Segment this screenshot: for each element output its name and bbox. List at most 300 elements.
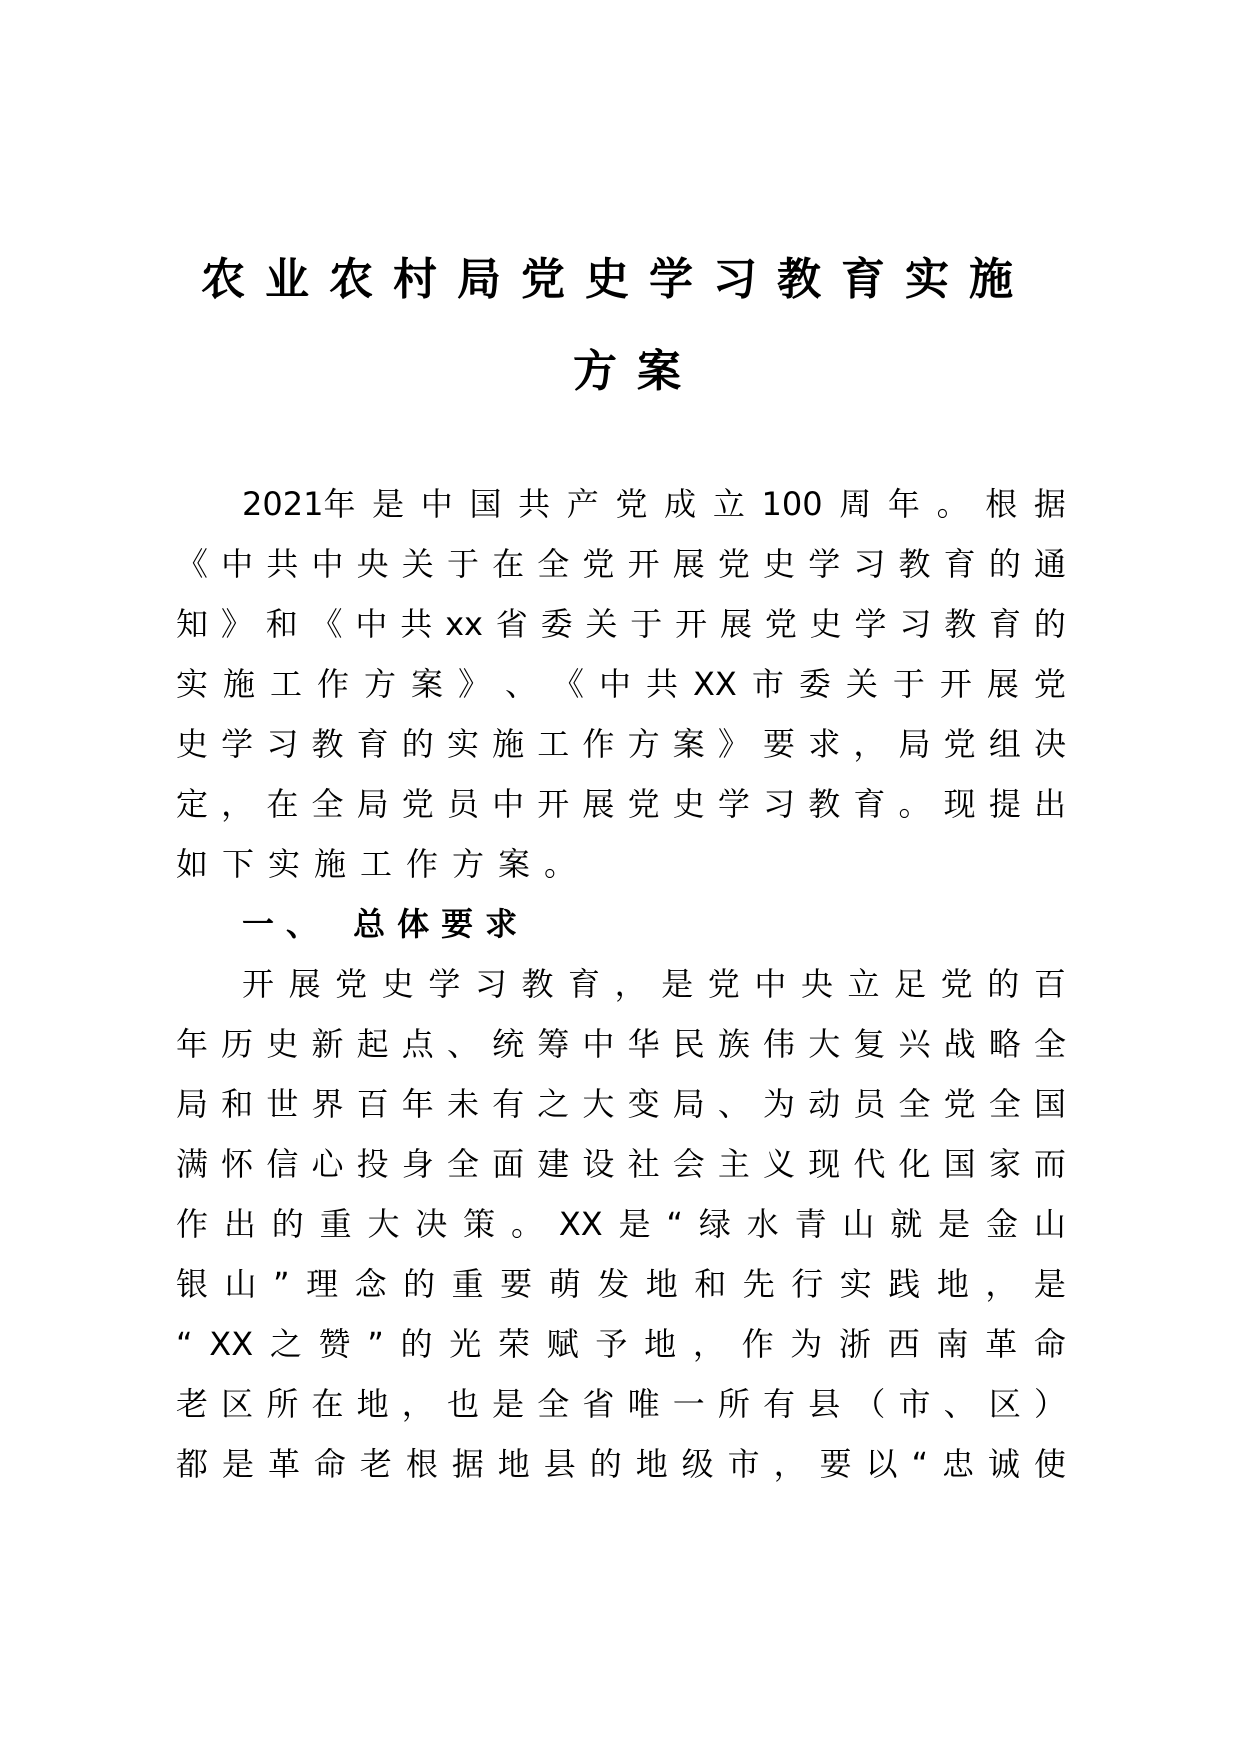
text-token: 之 <box>269 1325 302 1363</box>
text-token: 大 <box>582 1085 615 1123</box>
text-token: 民 <box>672 1025 705 1063</box>
text-token: 习 <box>899 605 932 643</box>
text-token: 方 <box>364 665 397 703</box>
text-token: 、 <box>943 1385 976 1423</box>
text-token: 使 <box>1033 1445 1066 1483</box>
text-token: 学 <box>808 545 841 583</box>
text-token: 全 <box>898 1085 931 1123</box>
text-token: 教 <box>898 545 931 583</box>
text-token: 教 <box>944 605 977 643</box>
text-token: ， <box>773 1445 806 1483</box>
intro-paragraph-line <box>176 664 1066 704</box>
text-token: 100 <box>761 485 823 523</box>
text-token: 县 <box>543 1445 576 1483</box>
text-token: 实 <box>176 665 209 703</box>
text-token: 央 <box>356 545 389 583</box>
text-token: 革 <box>267 1445 300 1483</box>
text-token: 开 <box>939 665 972 703</box>
intro-paragraph-line <box>176 544 1066 584</box>
text-token: 百 <box>356 1085 389 1123</box>
text-token: 开 <box>675 605 708 643</box>
text-token: 大 <box>367 1205 400 1243</box>
text-token: 员 <box>446 785 479 823</box>
text-token: 产 <box>566 485 599 523</box>
text-token: 心 <box>311 1145 344 1183</box>
text-token: ， <box>401 1385 434 1423</box>
text-token: 党 <box>1033 665 1066 703</box>
text-token: 是 <box>618 1205 651 1243</box>
text-token: 育 <box>989 605 1022 643</box>
text-token: 要 <box>500 1265 533 1303</box>
text-token: 中 <box>221 545 254 583</box>
document-title-line-1: 农业农村局党史学习教育实施 <box>201 254 1033 305</box>
text-token: ， <box>221 785 254 823</box>
text-token: 党 <box>764 605 797 643</box>
text-token: 地 <box>635 1445 668 1483</box>
text-token: 略 <box>988 1025 1021 1063</box>
text-token: 关 <box>845 665 878 703</box>
text-token: 伟 <box>763 1025 796 1063</box>
text-token: 通 <box>1033 545 1066 583</box>
text-token: 地 <box>936 1265 969 1303</box>
text-token: 史 <box>266 1025 299 1063</box>
text-token: 全 <box>537 545 570 583</box>
text-token: 山 <box>224 1265 257 1303</box>
text-token: 就 <box>890 1205 923 1243</box>
text-token: 大 <box>808 1025 841 1063</box>
text-token: 局 <box>898 725 931 763</box>
text-token: 教 <box>808 785 841 823</box>
text-token: 赋 <box>546 1325 579 1363</box>
text-token: 立 <box>847 965 880 1003</box>
text-token: 的 <box>987 965 1020 1003</box>
text-token: 青 <box>794 1205 827 1243</box>
text-token: 党 <box>943 1085 976 1123</box>
text-token: 工 <box>537 725 570 763</box>
text-token: 变 <box>627 1085 660 1123</box>
text-token: 育 <box>356 725 389 763</box>
text-token: 周 <box>839 485 872 523</box>
text-token: 》 <box>458 665 491 703</box>
text-token: 区 <box>988 1385 1021 1423</box>
text-token: 为 <box>790 1325 823 1363</box>
text-token: 国 <box>469 485 502 523</box>
text-token: 有 <box>763 1385 796 1423</box>
text-token: 投 <box>356 1145 389 1183</box>
text-token: 决 <box>1033 725 1066 763</box>
text-token: 现 <box>808 1145 841 1183</box>
text-token: 的 <box>400 1325 433 1363</box>
intro-paragraph-line <box>176 724 1066 764</box>
text-token: 于 <box>446 545 479 583</box>
text-token: XX <box>558 1205 603 1243</box>
text-token: ” <box>367 1325 384 1363</box>
text-token: “ <box>911 1445 929 1483</box>
text-token: 统 <box>492 1025 525 1063</box>
text-token: 诚 <box>988 1445 1021 1483</box>
text-token: 开 <box>537 785 570 823</box>
text-token: 的 <box>988 545 1021 583</box>
text-token: 知 <box>176 605 209 643</box>
text-token: 义 <box>763 1145 796 1183</box>
section-paragraph-line <box>176 1324 1066 1364</box>
text-token: 也 <box>446 1385 479 1423</box>
text-token: 党 <box>707 965 740 1003</box>
text-token: 教 <box>311 725 344 763</box>
text-token: 中 <box>582 1025 615 1063</box>
text-token: 展 <box>986 665 1019 703</box>
text-token: 根 <box>985 485 1018 523</box>
text-token: 习 <box>474 965 507 1003</box>
text-token: 育 <box>568 965 601 1003</box>
text-token: 绿 <box>698 1205 731 1243</box>
text-token: XX <box>693 665 737 703</box>
text-token: 党 <box>615 485 648 523</box>
text-token: 共 <box>400 605 433 643</box>
text-token: 。 <box>898 785 931 823</box>
text-token: 兴 <box>898 1025 931 1063</box>
text-token: 习 <box>763 785 796 823</box>
text-token: 委 <box>798 665 831 703</box>
text-token: 组 <box>988 725 1021 763</box>
text-token: 予 <box>595 1325 628 1363</box>
text-token: 的 <box>271 1205 304 1243</box>
text-token: 党 <box>627 785 660 823</box>
text-token: 开 <box>627 545 660 583</box>
text-token: “ <box>176 1325 193 1363</box>
text-token: 光 <box>449 1325 482 1363</box>
text-token: 关 <box>585 605 618 643</box>
text-token: 新 <box>311 1025 344 1063</box>
text-token: 唯 <box>627 1385 660 1423</box>
text-token: 筹 <box>537 1025 570 1063</box>
text-token: 一 <box>672 1385 705 1423</box>
text-token: 县 <box>808 1385 841 1423</box>
text-token: 史 <box>381 965 414 1003</box>
text-token: 出 <box>223 1205 256 1243</box>
text-token: 全 <box>1033 1025 1066 1063</box>
text-token: 社 <box>627 1145 660 1183</box>
text-token: ） <box>1033 1385 1066 1423</box>
intro-paragraph-line <box>176 604 1066 644</box>
text-token: 起 <box>356 1025 389 1063</box>
section-paragraph-line <box>176 1444 1066 1484</box>
section-paragraph-line <box>242 964 1066 1004</box>
text-token: 市 <box>751 665 784 703</box>
text-token: 世 <box>266 1085 299 1123</box>
text-token: 萌 <box>548 1265 581 1303</box>
text-token: 立 <box>712 485 745 523</box>
text-token: 都 <box>176 1445 209 1483</box>
text-token: 是 <box>372 485 405 523</box>
text-token: 命 <box>313 1445 346 1483</box>
text-token: 的 <box>401 725 434 763</box>
text-token: 国 <box>943 1145 976 1183</box>
text-token: 实 <box>839 1265 872 1303</box>
text-token: 局 <box>672 1085 705 1123</box>
text-token: 老 <box>359 1445 392 1483</box>
text-token: 设 <box>582 1145 615 1183</box>
text-token: 关 <box>401 545 434 583</box>
text-token: 中 <box>492 785 525 823</box>
intro-paragraph-line <box>242 484 1066 524</box>
text-token: 共 <box>266 545 299 583</box>
text-token: 满 <box>176 1145 209 1183</box>
text-token: 行 <box>791 1265 824 1303</box>
text-token: 学 <box>717 785 750 823</box>
text-token: 是 <box>938 1205 971 1243</box>
section-paragraph-line <box>176 1204 1066 1244</box>
text-token: 委 <box>540 605 573 643</box>
text-token: ” <box>273 1265 290 1303</box>
text-token: 理 <box>306 1265 339 1303</box>
text-token: ， <box>985 1265 1018 1303</box>
text-token: 展 <box>288 965 321 1003</box>
text-token: 、 <box>446 1025 479 1063</box>
text-token: 市 <box>898 1385 931 1423</box>
text-token: 出 <box>1033 785 1066 823</box>
text-token: 信 <box>266 1145 299 1183</box>
text-token: 学 <box>428 965 461 1003</box>
text-token: 中 <box>599 665 632 703</box>
text-token: 、 <box>505 665 538 703</box>
text-token: 所 <box>266 1385 299 1423</box>
intro-paragraph-line <box>176 784 1066 824</box>
text-token: 教 <box>521 965 554 1003</box>
text-token: 、 <box>717 1085 750 1123</box>
text-token: 习 <box>266 725 299 763</box>
text-token: 在 <box>492 545 525 583</box>
text-token: 年 <box>176 1025 209 1063</box>
text-token: 复 <box>853 1025 886 1063</box>
text-token: 南 <box>936 1325 969 1363</box>
text-token: 学 <box>854 605 887 643</box>
text-token: 党 <box>940 965 973 1003</box>
text-token: 年 <box>401 1085 434 1123</box>
text-token: 的 <box>403 1265 436 1303</box>
text-token: 开 <box>242 965 275 1003</box>
text-token: 银 <box>176 1265 209 1303</box>
text-token: 西 <box>887 1325 920 1363</box>
text-token: 国 <box>1033 1085 1066 1123</box>
text-token: 省 <box>495 605 528 643</box>
text-token: 求 <box>808 725 841 763</box>
text-token: 以 <box>865 1445 898 1483</box>
text-token: （ <box>853 1385 886 1423</box>
text-token: 族 <box>717 1025 750 1063</box>
text-token: 育 <box>853 785 886 823</box>
text-token: 全 <box>537 1385 570 1423</box>
intro-paragraph-line: 如下实施工作方案。 <box>176 845 591 883</box>
text-token: 展 <box>582 785 615 823</box>
text-token: 年 <box>887 485 920 523</box>
text-token: 党 <box>401 785 434 823</box>
text-token: 作 <box>741 1325 774 1363</box>
text-token: 史 <box>809 605 842 643</box>
text-token: 策 <box>463 1205 496 1243</box>
text-token: 地 <box>645 1265 678 1303</box>
text-token: 化 <box>898 1145 931 1183</box>
text-token: 华 <box>627 1025 660 1063</box>
text-token: 展 <box>672 545 705 583</box>
text-token: 。 <box>936 485 969 523</box>
text-token: 金 <box>986 1205 1019 1243</box>
text-token: 史 <box>763 545 796 583</box>
text-token: 水 <box>746 1205 779 1243</box>
text-token: 决 <box>415 1205 448 1243</box>
text-token: 念 <box>354 1265 387 1303</box>
text-token: 浙 <box>839 1325 872 1363</box>
text-token: 党 <box>335 965 368 1003</box>
text-token: 实 <box>446 725 479 763</box>
text-token: 全 <box>988 1085 1021 1123</box>
section-paragraph-line <box>176 1084 1066 1124</box>
text-token: 中 <box>754 965 787 1003</box>
text-token: 局 <box>356 785 389 823</box>
text-token: 怀 <box>221 1145 254 1183</box>
section-paragraph-line <box>176 1144 1066 1184</box>
text-token: 案 <box>411 665 444 703</box>
section-paragraph-line <box>176 1264 1066 1304</box>
text-token: 于 <box>630 605 663 643</box>
text-token: 战 <box>943 1025 976 1063</box>
text-token: 是 <box>492 1385 525 1423</box>
text-token: 的 <box>589 1445 622 1483</box>
text-token: 《 <box>552 665 585 703</box>
text-token: 施 <box>492 725 525 763</box>
text-token: 史 <box>672 785 705 823</box>
text-token: 和 <box>221 1085 254 1123</box>
text-token: 》 <box>220 605 253 643</box>
text-token: 。 <box>511 1205 544 1243</box>
text-token: 革 <box>985 1325 1018 1363</box>
text-token: 党 <box>582 545 615 583</box>
text-token: ， <box>614 965 647 1003</box>
text-token: 百 <box>1033 965 1066 1003</box>
text-token: 荣 <box>497 1325 530 1363</box>
text-token: 《 <box>310 605 343 643</box>
text-token: 中 <box>420 485 453 523</box>
text-token: 在 <box>311 1385 344 1423</box>
text-token: 是 <box>1033 1265 1066 1303</box>
text-token: 史 <box>176 725 209 763</box>
text-token: 是 <box>661 965 694 1003</box>
text-token: 全 <box>446 1145 479 1183</box>
document-title-line-2: 方案 <box>573 346 701 397</box>
text-token: 所 <box>717 1385 750 1423</box>
text-token: 中 <box>311 545 344 583</box>
text-token: 有 <box>492 1085 525 1123</box>
text-token: 区 <box>221 1385 254 1423</box>
text-token: 党 <box>943 725 976 763</box>
text-token: 之 <box>537 1085 570 1123</box>
text-token: 要 <box>763 725 796 763</box>
text-token: 重 <box>451 1265 484 1303</box>
text-token: 主 <box>717 1145 750 1183</box>
text-token: XX <box>209 1325 254 1363</box>
text-token: 作 <box>176 1205 209 1243</box>
text-token: 的 <box>1033 605 1066 643</box>
text-token: 历 <box>221 1025 254 1063</box>
text-token: 要 <box>819 1445 852 1483</box>
text-token: “ <box>666 1205 683 1243</box>
text-token: 育 <box>943 545 976 583</box>
text-token: ， <box>853 725 886 763</box>
text-token: 而 <box>1033 1145 1066 1183</box>
text-token: 方 <box>627 725 660 763</box>
text-token: 动 <box>808 1085 841 1123</box>
text-token: 点 <box>401 1025 434 1063</box>
text-token: 现 <box>943 785 976 823</box>
text-token: 施 <box>223 665 256 703</box>
section-heading: 一、 总体要求 <box>242 905 530 943</box>
text-token: 级 <box>681 1445 714 1483</box>
text-token: 《 <box>176 545 209 583</box>
text-token: 共 <box>518 485 551 523</box>
text-token: 员 <box>853 1085 886 1123</box>
text-token: ， <box>692 1325 725 1363</box>
text-token: 习 <box>853 545 886 583</box>
text-token: 和 <box>694 1265 727 1303</box>
text-token: 地 <box>497 1445 530 1483</box>
text-token: 根 <box>405 1445 438 1483</box>
text-token: 家 <box>988 1145 1021 1183</box>
text-token: 工 <box>270 665 303 703</box>
text-token: 山 <box>842 1205 875 1243</box>
text-token: 足 <box>894 965 927 1003</box>
text-token: 代 <box>853 1145 886 1183</box>
text-token: 在 <box>266 785 299 823</box>
text-token: 党 <box>717 545 750 583</box>
text-token: 是 <box>221 1445 254 1483</box>
text-token: 未 <box>446 1085 479 1123</box>
section-paragraph-line <box>176 1384 1066 1424</box>
text-token: 忠 <box>942 1445 975 1483</box>
text-token: 局 <box>176 1085 209 1123</box>
text-token: 中 <box>355 605 388 643</box>
text-token: 案 <box>672 725 705 763</box>
text-token: 作 <box>317 665 350 703</box>
text-token: 作 <box>582 725 615 763</box>
text-token: 省 <box>582 1385 615 1423</box>
text-token: 重 <box>319 1205 352 1243</box>
text-token: 和 <box>265 605 298 643</box>
text-token: 地 <box>356 1385 389 1423</box>
text-token: 央 <box>800 965 833 1003</box>
text-token: 面 <box>492 1145 525 1183</box>
text-token: 据 <box>1033 485 1066 523</box>
text-token: 界 <box>311 1085 344 1123</box>
text-token: 》 <box>717 725 750 763</box>
text-token: 提 <box>988 785 1021 823</box>
text-token: 老 <box>176 1385 209 1423</box>
text-token: 于 <box>892 665 925 703</box>
text-token: 身 <box>401 1145 434 1183</box>
text-token: 共 <box>646 665 679 703</box>
text-token: 学 <box>221 725 254 763</box>
text-token: 2021年 <box>242 485 356 523</box>
text-token: 为 <box>763 1085 796 1123</box>
text-token: 命 <box>1033 1325 1066 1363</box>
text-token: 市 <box>727 1445 760 1483</box>
text-token: 地 <box>644 1325 677 1363</box>
text-token: 发 <box>597 1265 630 1303</box>
section-paragraph-line <box>176 1024 1066 1064</box>
text-token: 先 <box>742 1265 775 1303</box>
text-token: 定 <box>176 785 209 823</box>
text-token: 赞 <box>318 1325 351 1363</box>
text-token: 全 <box>311 785 344 823</box>
